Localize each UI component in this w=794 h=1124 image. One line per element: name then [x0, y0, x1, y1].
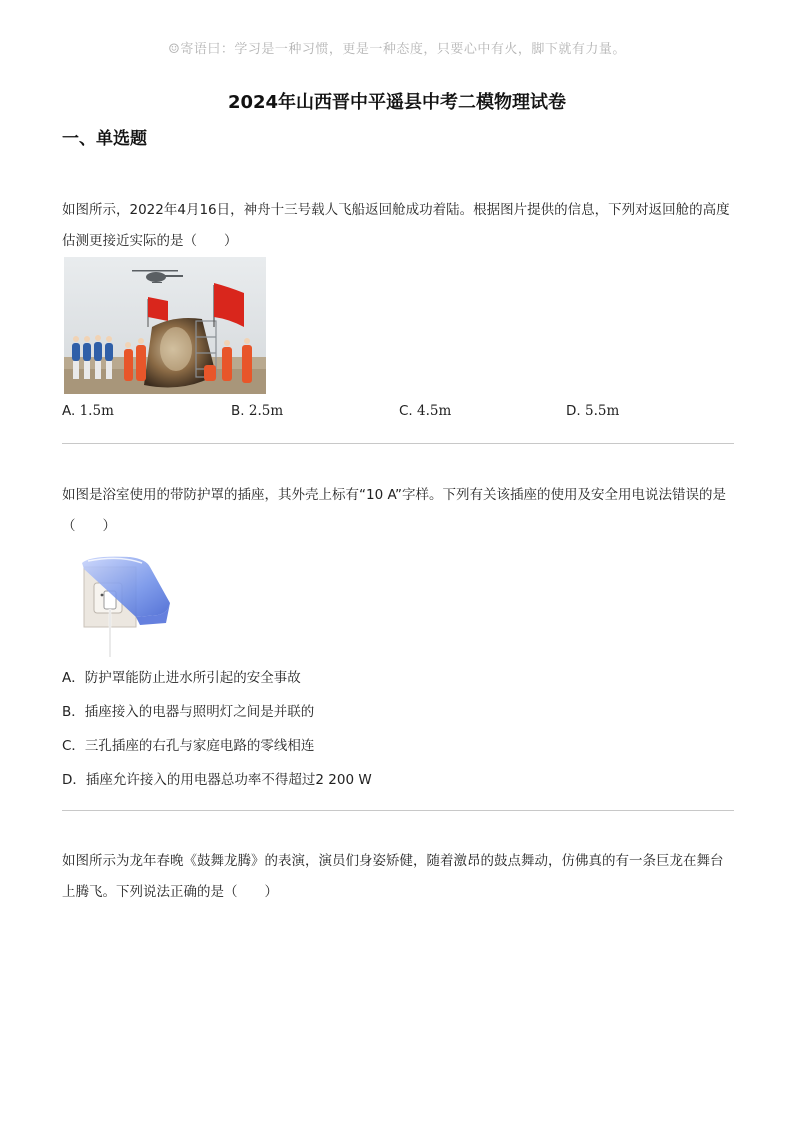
- q1-option-d[interactable]: [566, 403, 619, 419]
- q2-option-c[interactable]: C．三孔插座的右孔与家庭电路的零线相连: [62, 738, 315, 754]
- section-heading: 一、单选题: [62, 129, 147, 149]
- motto-header: ☺寄语曰：学习是一种习惯，更是一种态度，只要心中有火，脚下就有力量。: [168, 42, 626, 57]
- q2-option-b[interactable]: B．插座接入的电器与照明灯之间是并联的: [62, 704, 315, 720]
- q2-option-d[interactable]: D．插座允许接入的用电器总功率不得超过2 200 W: [62, 772, 372, 788]
- q1-option-a-label: A.: [62, 403, 76, 419]
- socket-cover-image: [80, 553, 175, 661]
- q1-option-a[interactable]: [62, 403, 114, 419]
- q1-option-c-value: 4.5m: [417, 403, 452, 419]
- capsule-landing-photo: [64, 257, 266, 394]
- q1-option-b-value: 2.5m: [248, 403, 284, 419]
- question-divider: [62, 443, 734, 444]
- question-2-text: 如图是浴室使用的带防护罩的插座，其外壳上标有“10 A”字样。下列有关该插座的使用及安全用电说法错误的是（ ）: [62, 487, 727, 534]
- question-divider: [62, 810, 734, 811]
- q1-option-b-label: B.: [231, 403, 245, 419]
- q1-option-a-value: 1.5m: [79, 403, 114, 419]
- question-1-text: 如图所示，2022年4月16日，神舟十三号载人飞船返回舱成功着陆。根据图片提供的信息，下列对返回舱的高度估测更接近实际的是（ ）: [62, 202, 730, 249]
- q1-option-d-value: 5.5m: [584, 403, 620, 419]
- q2-option-a[interactable]: A．防护罩能防止进水所引起的安全事故: [62, 670, 301, 686]
- question-3-text: 如图所示为龙年春晚《鼓舞龙腾》的表演，演员们身姿矫健，随着激昂的鼓点舞动，仿佛真的有一条巨龙在舞台上腾飞。下列说法正确的是（ ）: [62, 853, 724, 900]
- q1-option-c-label: C.: [399, 403, 413, 419]
- q1-option-c[interactable]: [399, 403, 451, 419]
- q1-option-d-label: D.: [566, 403, 581, 419]
- q1-option-b[interactable]: [231, 403, 283, 419]
- page-title: 2024年山西晋中平遥县中考二模物理试卷: [227, 92, 567, 113]
